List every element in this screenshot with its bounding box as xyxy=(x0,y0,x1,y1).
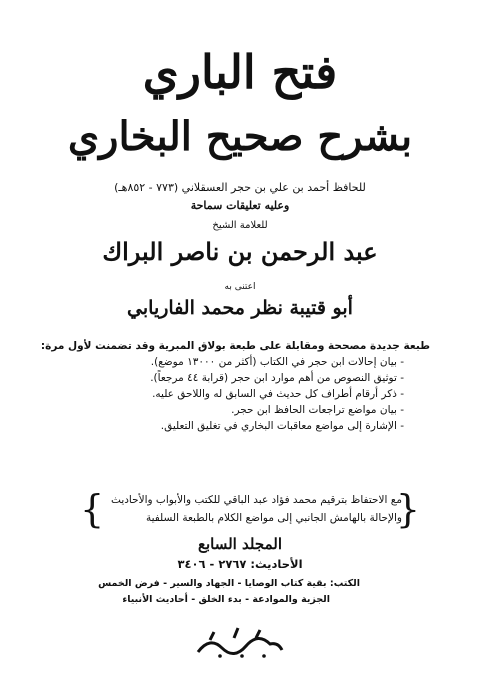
features-intro: طبعة جديدة مصححة ومقابلة على طبعة بولاق المبرية وقد تضمنت لأول مرة: xyxy=(40,340,430,352)
scholar-name: عبد الرحمن بن ناصر البراك xyxy=(102,237,378,266)
feature-item: - بيان إحالات ابن حجر في الكتاب (أكثر من ١٣٠٠٠ موضع). xyxy=(150,356,404,368)
note-line: مع الاحتفاظ بترقيم محمد فؤاد عبد الباقي للكتب والأبواب والأحاديث xyxy=(111,494,402,506)
features-block xyxy=(30,338,430,354)
editor-prefix: اعتنى به xyxy=(224,282,256,292)
books-block-2 xyxy=(60,594,330,605)
editor-name: أبو قتيبة نظر محمد الفاريابي xyxy=(127,297,353,319)
subtitle: بشرح صحيح البخاري xyxy=(67,113,413,160)
books-line: بقية كتاب الوصايا - الجهاد والسير - فرض الخمس xyxy=(98,578,327,589)
publisher-logo-mark xyxy=(190,622,290,662)
feature-item: - الإشارة إلى مواضع معاقبات البخاري في تغليق التعليق. xyxy=(160,420,404,432)
feature-item: - بيان مواضع تراجعات الحافظ ابن حجر. xyxy=(231,404,404,416)
numbering-note xyxy=(80,489,420,531)
annotation-line: وعليه تعليقات سماحة xyxy=(190,199,290,212)
author-line: للحافظ أحمد بن علي بن حجر العسقلاني (٧٧٣ - ٨٥٢هـ) xyxy=(114,181,366,194)
closing-bracket: } xyxy=(80,487,105,531)
opening-bracket: { xyxy=(395,487,420,531)
hadith-range: الأحاديث: ٢٧٦٧ - ٣٤٠٦ xyxy=(177,557,303,571)
scholar-prefix: للعلامة الشيخ xyxy=(212,220,268,231)
note-line: والإحالة بالهامش الجانبي إلى مواضع الكلام بالطبعة السلفية xyxy=(145,512,402,524)
main-title: فتح الباري xyxy=(142,45,338,99)
books-line: الجزية والموادعة - بدء الخلق - أحاديث الأنبياء xyxy=(122,594,330,605)
feature-item: - ذكر أرقام أطراف كل حديث في السابق له واللاحق عليه. xyxy=(152,388,404,400)
features-list xyxy=(4,354,404,434)
books-block xyxy=(60,578,360,589)
publisher-logo xyxy=(190,622,290,662)
feature-item: - توثيق النصوص من أهم موارد ابن حجر (قرابة ٤٤ مرجعاً). xyxy=(150,372,404,384)
volume-label: المجلد السابع xyxy=(197,535,282,553)
books-label: الكتب: xyxy=(329,578,360,589)
